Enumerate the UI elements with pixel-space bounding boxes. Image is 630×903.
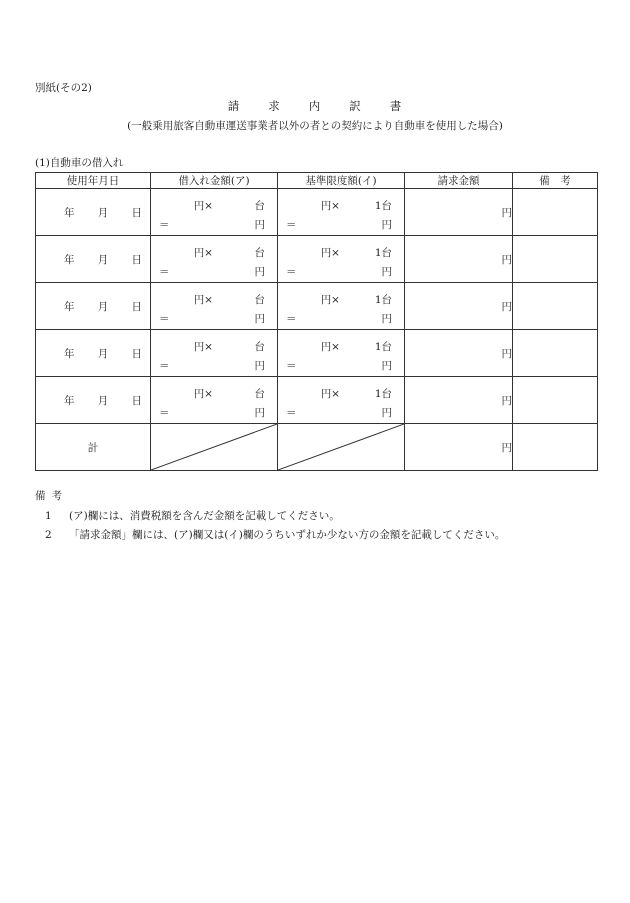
- document-subtitle: (一般乗用旅客自動車運送事業者以外の者との契約により自動車を使用した場合): [127, 120, 503, 132]
- month-label: 月: [97, 206, 109, 219]
- unit-price-label: 円×: [320, 294, 340, 306]
- day-label: 日: [131, 253, 142, 266]
- rental-amount-cell: [151, 236, 278, 283]
- total-claim-amount: 円: [405, 424, 513, 471]
- year-label: 年: [64, 394, 75, 407]
- rental-amount-cell: [151, 377, 278, 424]
- title-char: 求: [268, 99, 281, 113]
- equals-sign: ＝: [159, 219, 170, 231]
- equals-sign: ＝: [286, 360, 297, 372]
- year-label: 年: [64, 300, 75, 313]
- vehicle-count-label: 1台: [374, 341, 392, 353]
- table-row: [36, 377, 598, 424]
- usage-date-cell: [36, 236, 151, 283]
- vehicle-count-label: 1台: [374, 200, 392, 212]
- header-rental-amount: 借入れ金額(ア): [151, 173, 278, 189]
- vehicle-count-label: 台: [254, 247, 265, 259]
- unit-price-label: 円×: [193, 247, 213, 259]
- equals-sign: ＝: [286, 313, 297, 325]
- usage-date-cell: [36, 283, 151, 330]
- claim-amount-cell: 円: [405, 283, 513, 330]
- table-row: [36, 189, 598, 236]
- total-limit-cell-slashed: [278, 424, 405, 471]
- day-label: 日: [131, 394, 142, 407]
- header-standard-limit: 基準限度額(イ): [278, 173, 405, 189]
- total-yen-label: 円: [254, 360, 265, 372]
- table-row: [36, 330, 598, 377]
- total-yen-label: 円: [254, 313, 265, 325]
- title-char: 訳: [349, 99, 362, 113]
- note-item: [45, 527, 505, 542]
- equals-sign: ＝: [286, 266, 297, 278]
- note-number: 2: [45, 529, 52, 541]
- note-text: 「請求金額」欄には、(ア)欄又は(イ)欄のうちいずれか少ない方の金額を記載してください。: [69, 529, 506, 541]
- usage-date-cell: [36, 189, 151, 236]
- vehicle-count-label: 1台: [374, 247, 392, 259]
- unit-price-label: 円×: [193, 341, 213, 353]
- standard-limit-cell: [278, 283, 405, 330]
- total-yen-label: 円: [381, 360, 392, 372]
- total-rental-cell-slashed: [151, 424, 278, 471]
- notes-title: 備考: [35, 490, 68, 502]
- total-yen-label: 円: [381, 266, 392, 278]
- year-label: 年: [64, 253, 75, 266]
- vehicle-count-label: 台: [254, 341, 265, 353]
- title-char: 書: [389, 99, 403, 113]
- remarks-cell: [513, 236, 598, 283]
- section-title: (1)自動車の借入れ: [35, 157, 124, 169]
- unit-price-label: 円×: [193, 200, 213, 212]
- claim-amount-cell: 円: [405, 236, 513, 283]
- header-remarks: 備 考: [513, 173, 598, 189]
- remarks-cell: [513, 330, 598, 377]
- table-row: [36, 236, 598, 283]
- note-number: 1: [45, 510, 52, 522]
- table-header-row: [36, 173, 598, 189]
- day-label: 日: [131, 300, 142, 313]
- unit-price-label: 円×: [320, 341, 340, 353]
- standard-limit-cell: [278, 236, 405, 283]
- remarks-cell: [513, 189, 598, 236]
- rental-amount-cell: [151, 189, 278, 236]
- vehicle-count-label: 台: [254, 294, 265, 306]
- diagonal-slash: [278, 424, 404, 470]
- month-label: 月: [97, 253, 109, 266]
- equals-sign: ＝: [286, 219, 297, 231]
- equals-sign: ＝: [159, 266, 170, 278]
- total-remarks: [513, 424, 598, 471]
- page-label: 別紙(その2): [35, 82, 92, 94]
- total-yen-label: 円: [254, 407, 265, 419]
- month-label: 月: [97, 347, 109, 360]
- claim-amount-cell: 円: [405, 330, 513, 377]
- claim-detail-table: [35, 172, 598, 471]
- title-char: 請: [227, 99, 241, 113]
- vehicle-count-label: 台: [254, 200, 265, 212]
- unit-price-label: 円×: [320, 388, 340, 400]
- total-row: [36, 424, 598, 471]
- total-yen-label: 円: [381, 407, 392, 419]
- total-yen-label: 円: [254, 266, 265, 278]
- unit-price-label: 円×: [320, 200, 340, 212]
- note-item: [45, 508, 340, 523]
- year-label: 年: [64, 206, 75, 219]
- equals-sign: ＝: [159, 313, 170, 325]
- standard-limit-cell: [278, 330, 405, 377]
- month-label: 月: [97, 300, 109, 313]
- usage-date-cell: [36, 377, 151, 424]
- total-yen-label: 円: [254, 219, 265, 231]
- equals-sign: ＝: [159, 407, 170, 419]
- total-label: 計: [36, 424, 151, 471]
- header-claim-amount: 請求金額: [405, 173, 513, 189]
- total-yen-label: 円: [381, 313, 392, 325]
- rental-amount-cell: [151, 283, 278, 330]
- standard-limit-cell: [278, 189, 405, 236]
- month-label: 月: [97, 394, 109, 407]
- vehicle-count-label: 1台: [374, 294, 392, 306]
- remarks-cell: [513, 283, 598, 330]
- unit-price-label: 円×: [193, 388, 213, 400]
- header-usage-date: 使用年月日: [36, 173, 151, 189]
- equals-sign: ＝: [159, 360, 170, 372]
- total-yen-label: 円: [381, 219, 392, 231]
- claim-amount-cell: 円: [405, 377, 513, 424]
- unit-price-label: 円×: [320, 247, 340, 259]
- day-label: 日: [131, 206, 142, 219]
- table-row: [36, 283, 598, 330]
- vehicle-count-label: 1台: [374, 388, 392, 400]
- claim-amount-cell: 円: [405, 189, 513, 236]
- vehicle-count-label: 台: [254, 388, 265, 400]
- day-label: 日: [131, 347, 142, 360]
- diagonal-slash: [151, 424, 277, 470]
- usage-date-cell: [36, 330, 151, 377]
- equals-sign: ＝: [286, 407, 297, 419]
- year-label: 年: [64, 347, 75, 360]
- document-title: [0, 98, 630, 114]
- standard-limit-cell: [278, 377, 405, 424]
- title-char: 内: [308, 99, 322, 113]
- unit-price-label: 円×: [193, 294, 213, 306]
- rental-amount-cell: [151, 330, 278, 377]
- remarks-cell: [513, 377, 598, 424]
- note-text: (ア)欄には、消費税額を含んだ金額を記載してください。: [69, 510, 340, 522]
